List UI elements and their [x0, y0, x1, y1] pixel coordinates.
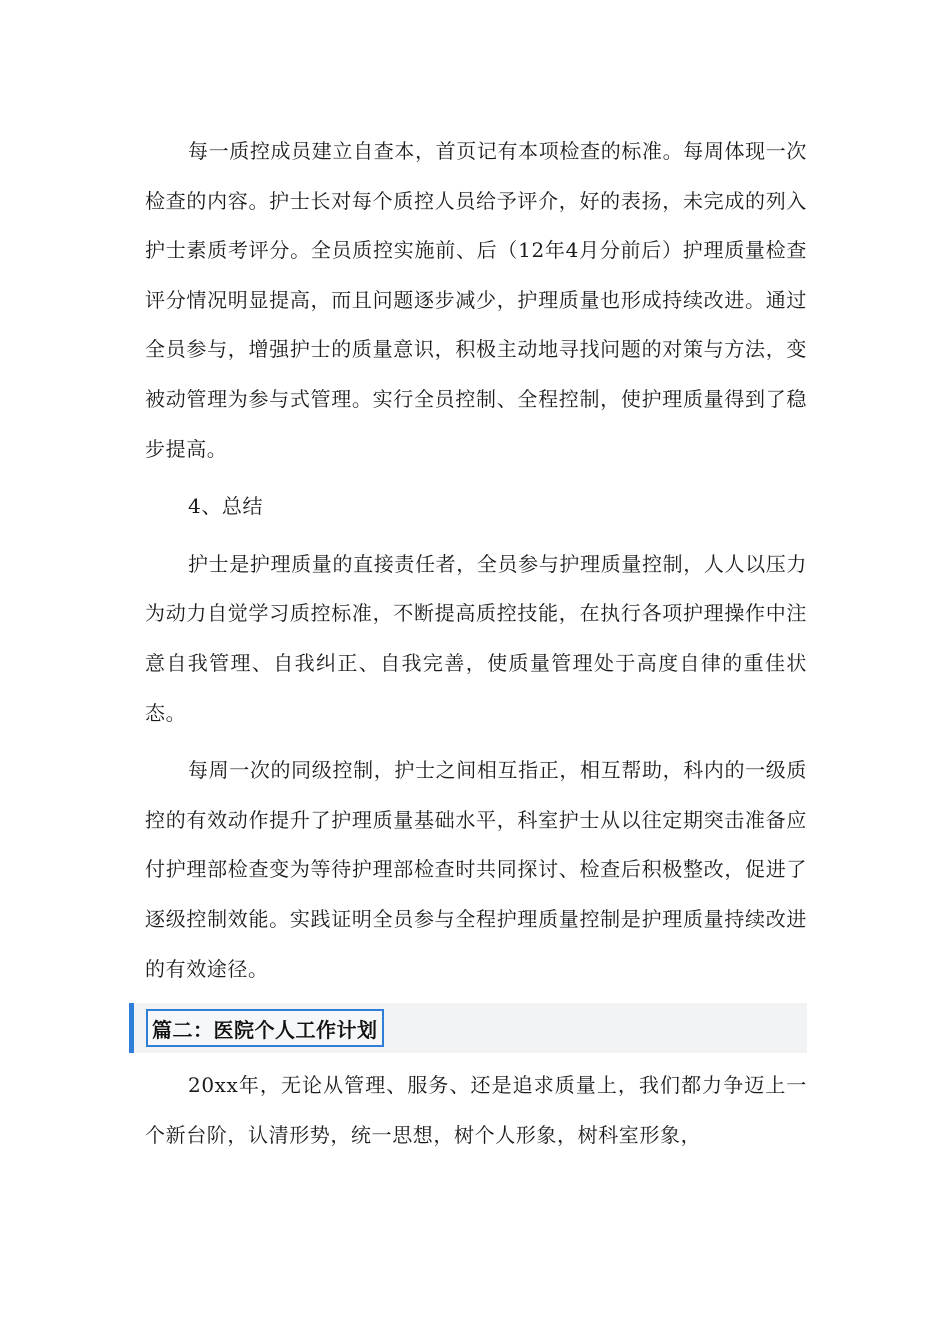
paragraph-quality-self-check: 每一质控成员建立自查本，首页记有本项检查的标准。每周体现一次检查的内容。护士长对每个质控人员给予评介，好的表扬，未完成的列入护士素质考评分。全员质控实施前、后（12年4月分前后）护理质量检查评分情况明显提高，而且问题逐步减少，护理质量也形成持续改进。通过全员参与，增强护士的质量意识，积极主动地寻找问题的对策与方法，变被动管理为参与式管理。实行全员控制、全程控制，使护理质量得到了稳步提高。 — [145, 139, 807, 461]
paragraph-nurse-responsibility: 护士是护理质量的直接责任者，全员参与护理质量控制，人人以压力为动力自觉学习质控标准，不断提高质控技能，在执行各项护理操作中注意自我管理、自我纠正、自我完善，使质量管理处于高度自律的重佳状态。 — [145, 551, 807, 725]
section-title: 篇二：医院个人工作计划 — [146, 1009, 384, 1047]
paragraph-heading-summary: 4、总结 — [188, 494, 264, 519]
section-heading-bar — [129, 1003, 807, 1053]
paragraph-peer-control: 每周一次的同级控制，护士之间相互指正，相互帮助，科内的一级质控的有效动作提升了护理质量基础水平，科室护士从以往定期突击准备应付护理部检查变为等待护理部检查时共同探讨、检查后积极整改，促进了逐级控制效能。实践证明全员参与全程护理质量控制是护理质量持续改进的有效途径。 — [145, 758, 807, 981]
paragraph-work-plan-intro: 20xx年，无论从管理、服务、还是追求质量上，我们都力争迈上一个新台阶，认清形势，统一思想，树个人形象，树科室形象， — [145, 1073, 807, 1147]
document-page — [145, 127, 807, 1168]
